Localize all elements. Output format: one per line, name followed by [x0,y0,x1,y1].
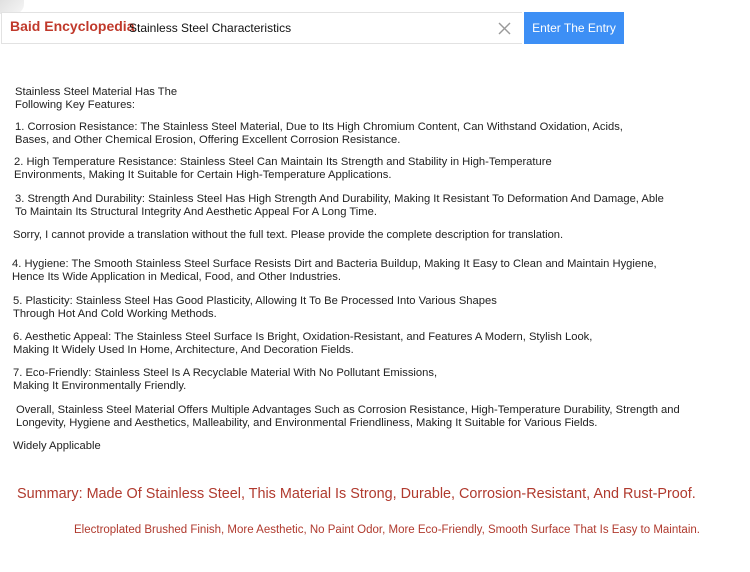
translation-notice [13,229,563,242]
text-line: Through Hot And Cold Working Methods. [13,307,217,320]
widely-applicable-text [13,440,101,453]
text-line: Making It Widely Used In Home, Architecture, And Decoration Fields. [13,343,354,356]
text-line: Hence Its Wide Application in Medical, Food, and Other Industries. [12,270,341,283]
feature-corrosion-resistance [15,121,623,146]
feature-high-temperature [14,156,552,181]
feature-strength-durability [15,193,664,218]
finish-description: Electroplated Brushed Finish, More Aesthetic, No Paint Odor, More Eco-Friendly, Smooth Surface That Is Easy to Maintain. [74,524,700,536]
brand-logo: Baid Encyclopedia [10,18,135,34]
text-line: Following Key Features: [15,98,136,111]
text-line: Stainless Steel Material Has The [15,86,178,98]
text-line: 3. Strength And Durability: Stainless Steel Has High Strength And Durability, Making It Resistant To Deformation And Damage, Able [15,193,664,205]
text-line: Overall, Stainless Steel Material Offers Multiple Advantages Such as Corrosion Resistance, High-Temperature Durability, Strength and [16,404,680,416]
feature-plasticity [13,295,497,320]
close-icon[interactable] [497,21,512,36]
text-line: To Maintain Its Structural Integrity And Aesthetic Appeal For A Long Time. [15,205,377,218]
text-line: 1. Corrosion Resistance: The Stainless Steel Material, Due to Its High Chromium Content, Can Withstand Oxidation, Acids, [15,121,623,133]
text-line: 7. Eco-Friendly: Stainless Steel Is A Recyclable Material With No Pollutant Emissions, [13,367,438,379]
text-line: 4. Hygiene: The Smooth Stainless Steel Surface Resists Dirt and Bacteria Buildup, Making It Easy to Clean and Maintain Hygiene, [12,258,657,270]
overall-summary-paragraph [16,404,680,429]
text-line: Bases, and Other Chemical Erosion, Offering Excellent Corrosion Resistance. [15,133,401,146]
search-input[interactable] [129,14,489,42]
text-line: Making It Environmentally Friendly. [13,379,187,392]
intro-paragraph [15,86,177,111]
feature-hygiene [12,258,657,283]
text-line: Widely Applicable [13,440,101,452]
text-line: Sorry, I cannot provide a translation without the full text. Please provide the complete description for translation. [13,229,564,241]
feature-eco-friendly [13,367,437,392]
text-line: 2. High Temperature Resistance: Stainless Steel Can Maintain Its Strength and Stability in High-Temperature [14,156,552,168]
text-line: 5. Plasticity: Stainless Steel Has Good Plasticity, Allowing It To Be Processed Into Various Shapes [13,295,497,307]
text-line: 6. Aesthetic Appeal: The Stainless Steel Surface Is Bright, Oxidation-Resistant, and Features A Modern, Stylish Look, [13,331,593,343]
feature-aesthetic-appeal [13,331,592,356]
enter-entry-button[interactable]: Enter The Entry [524,12,624,44]
text-line: Longevity, Hygiene and Aesthetics, Malleability, and Environmental Friendliness, Making It Suitable for Various Fields. [16,416,598,429]
summary-heading: Summary: Made Of Stainless Steel, This Material Is Strong, Durable, Corrosion-Resistant, And Rust-Proof. [17,486,696,502]
text-line: Environments, Making It Suitable for Certain High-Temperature Applications. [14,168,392,181]
